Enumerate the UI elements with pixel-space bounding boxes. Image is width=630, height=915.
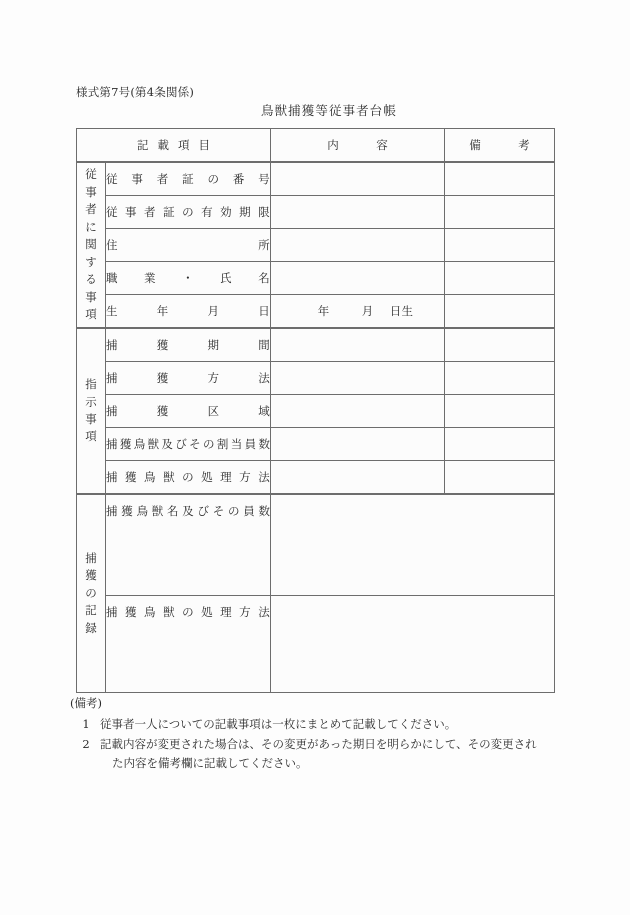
footnote-text: 記載内容が変更された場合は、その変更があった期日を明らかにして、その変更され (100, 736, 537, 751)
form-number: 様式第7号(第4条関係) (76, 85, 195, 99)
header-cell-content (271, 129, 445, 163)
footnotes (70, 694, 570, 774)
footnote-item (70, 715, 570, 735)
row-value-address[interactable] (271, 229, 445, 262)
row-label-occupation-name (106, 262, 271, 295)
vertical-char: 獲 (85, 568, 97, 583)
vertical-char: 事 (85, 412, 97, 426)
row-label-text: 住所 (106, 238, 270, 252)
row-value-capture-area[interactable] (271, 395, 445, 428)
row-note-occupation-name[interactable] (445, 262, 555, 295)
row-label-text: 捕獲鳥獣の処理方法 (106, 605, 270, 619)
footnote-number: 2 (82, 736, 90, 751)
vertical-char: 項 (85, 429, 97, 444)
row-label-text: 捕獲鳥獣の処理方法 (106, 470, 270, 484)
row-value-capture-method[interactable] (271, 362, 445, 395)
vertical-char: に (85, 219, 97, 234)
row-label-text: 捕獲期間 (106, 338, 270, 352)
row-value-license-expiry[interactable] (271, 196, 445, 229)
table-row (77, 196, 555, 229)
row-label-capture-area (106, 395, 271, 428)
row-label-text: 従事者証の番号 (106, 172, 270, 186)
birthdate-year-marker: 年 (317, 304, 330, 318)
row-label-text: 捕獲鳥獣及びその割当員数 (106, 437, 270, 451)
birthdate-month-marker: 月 (361, 304, 374, 318)
row-label-disposal-method-instruction (106, 461, 271, 495)
table-header-row (77, 129, 555, 163)
vertical-char: 事 (85, 184, 97, 199)
table-row (77, 229, 555, 262)
vertical-char: の (85, 585, 97, 600)
table-row (77, 362, 555, 395)
footnote-text-wrapper (100, 735, 570, 775)
footnote-text-continuation: た内容を備考欄に記載してください。 (112, 756, 308, 771)
row-label-license-number (106, 162, 271, 196)
footnotes-heading: (備考) (70, 696, 102, 710)
footnote-text: 従事者一人についての記載事項は一枚にまとめて記載してください。 (100, 716, 457, 731)
vertical-char: 指 (85, 377, 97, 392)
row-value-occupation-name[interactable] (271, 262, 445, 295)
row-note-license-expiry[interactable] (445, 196, 555, 229)
vertical-char: す (85, 254, 97, 269)
row-value-disposal-method-instruction[interactable] (271, 461, 445, 495)
header-label-content: 内 容 (327, 138, 401, 152)
row-value-species-quota[interactable] (271, 428, 445, 461)
table-row (77, 262, 555, 295)
row-note-license-number[interactable] (445, 162, 555, 196)
row-label-captured-species-count (106, 494, 271, 596)
header-label-item: 記載項目 (137, 138, 219, 152)
ledger-table-container (76, 128, 554, 693)
section-label-worker-info (77, 162, 106, 328)
row-note-capture-area[interactable] (445, 395, 555, 428)
row-label-license-expiry (106, 196, 271, 229)
row-note-birthdate[interactable] (445, 295, 555, 329)
vertical-char: 項 (85, 307, 97, 322)
table-row (77, 494, 555, 596)
row-value-capture-period[interactable] (271, 328, 445, 362)
row-value-disposal-method-record[interactable] (271, 596, 555, 693)
table-row (77, 395, 555, 428)
row-value-license-number[interactable] (271, 162, 445, 196)
row-label-text: 職業・氏名 (106, 271, 270, 285)
section-label-capture-record (77, 494, 106, 693)
row-value-birthdate[interactable] (271, 295, 445, 329)
table-row (77, 295, 555, 329)
row-label-text: 捕獲鳥獣名及びその員数 (106, 504, 270, 518)
header-cell-note (445, 129, 555, 163)
vertical-char: 関 (85, 237, 97, 252)
row-label-capture-method (106, 362, 271, 395)
vertical-char: 従 (85, 167, 97, 182)
table-row (77, 162, 555, 196)
table-row (77, 328, 555, 362)
row-note-species-quota[interactable] (445, 428, 555, 461)
birthdate-template (271, 303, 444, 319)
row-note-disposal-method-instruction[interactable] (445, 461, 555, 495)
table-row (77, 596, 555, 693)
row-note-capture-period[interactable] (445, 328, 555, 362)
row-label-capture-period (106, 328, 271, 362)
vertical-char: 示 (85, 394, 97, 409)
header-cell-item (77, 129, 271, 163)
vertical-char: る (85, 272, 97, 287)
row-note-capture-method[interactable] (445, 362, 555, 395)
footnote-number: 1 (82, 716, 90, 731)
row-label-disposal-method-record (106, 596, 271, 693)
table-row (77, 428, 555, 461)
row-label-birthdate (106, 295, 271, 329)
row-value-captured-species-count[interactable] (271, 494, 555, 596)
row-label-address (106, 229, 271, 262)
row-label-text: 捕獲区域 (106, 404, 270, 418)
header-label-note: 備 考 (469, 138, 543, 152)
row-label-text: 従事者証の有効期限 (106, 205, 270, 219)
row-label-species-quota (106, 428, 271, 461)
row-label-text: 生年月日 (106, 304, 270, 318)
document-title: 鳥獣捕獲等従事者台帳 (260, 103, 397, 118)
table-row (77, 461, 555, 495)
vertical-char: 記 (85, 603, 97, 618)
ledger-table (76, 128, 555, 693)
row-note-address[interactable] (445, 229, 555, 262)
birthdate-day-marker: 日生 (389, 304, 414, 318)
section-label-instructions (77, 328, 106, 494)
vertical-char: 録 (85, 620, 97, 635)
vertical-char: 者 (85, 202, 97, 217)
row-label-text: 捕獲方法 (106, 371, 270, 385)
vertical-char: 事 (85, 289, 97, 304)
vertical-char: 捕 (85, 550, 97, 565)
footnote-item (70, 735, 570, 775)
